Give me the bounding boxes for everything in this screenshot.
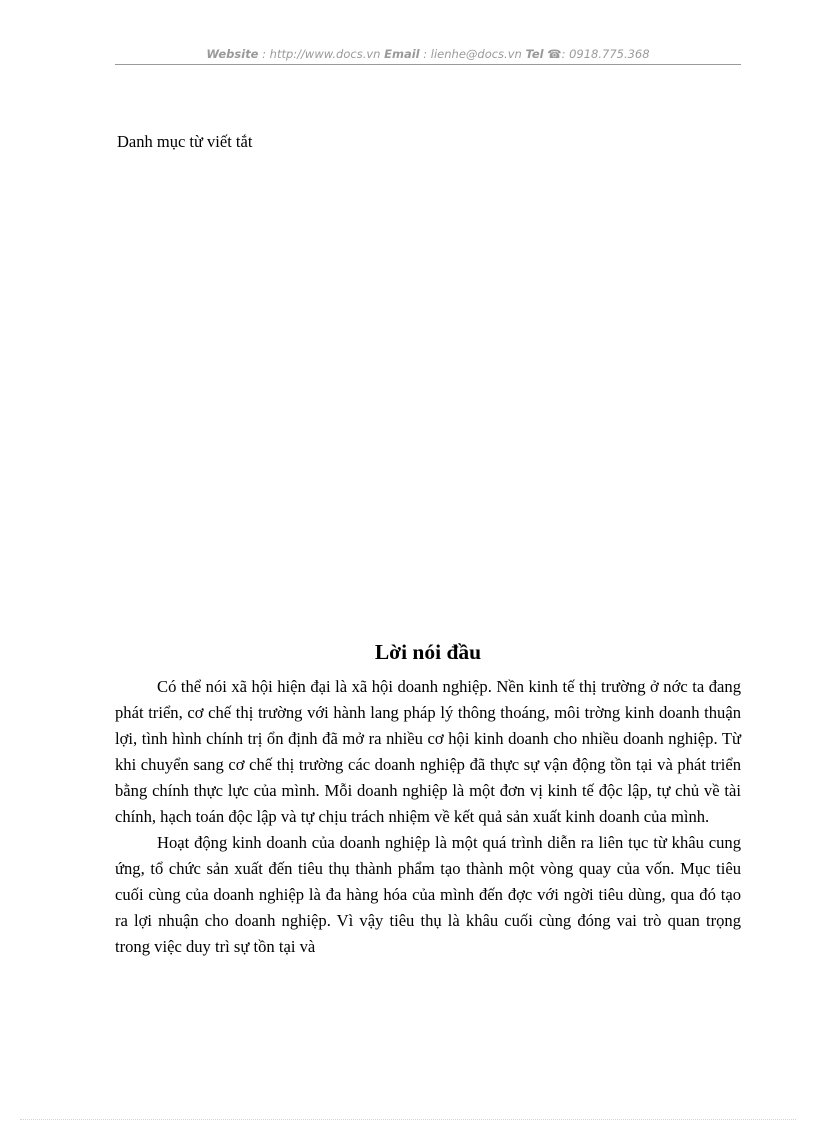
document-body — [115, 674, 741, 960]
footer-divider — [20, 1119, 796, 1120]
page-header — [115, 47, 741, 61]
tel-value: : 0918.775.368 — [561, 47, 650, 61]
abbreviations-heading: Danh mục từ viết tắt — [117, 132, 253, 151]
page-title: Lời nói đầu — [374, 640, 482, 664]
email-label: Email — [384, 47, 420, 61]
tel-label: Tel — [525, 47, 544, 61]
paragraph-intro: Có thể nói xã hội hiện đại là xã hội doanh nghiệp. Nền kinh tế thị trường ở nớc ta đang phát triển, cơ chế thị trường với hành lang pháp lý thông thoáng, môi trờng kinh doanh thuận lợi, tình hình chính trị ổn định đã mở ra nhiều cơ hội kinh doanh cho nhiều doanh nghiệp. Từ khi chuyển sang cơ chế thị trường các doanh nghiệp đã thực sự vận động tồn tại và phát triển bằng chính thực lực của mình. Mỗi doanh nghiệp là một đơn vị kinh tế độc lập, tự chủ về tài chính, hạch toán độc lập và tự chịu trách nhiệm về kết quả sản xuất kinh doanh của mình. — [115, 677, 741, 826]
header-divider — [115, 64, 741, 65]
website-value: : http://www.docs.vn — [262, 47, 381, 61]
paragraph-business-activity: Hoạt động kinh doanh của doanh nghiệp là một quá trình diễn ra liên tục từ khâu cung ứng, tổ chức sản xuất đến tiêu thụ thành phẩm tạo thành một vòng quay của vốn. Mục tiêu cuối cùng của doanh nghiệp là đa hàng hóa của mình đến đợc với ngời tiêu dùng, qua đó tạo ra lợi nhuận cho doanh nghiệp. Vì vậy tiêu thụ là khâu cuối cùng đóng vai trò quan trọng trong việc duy trì sự tồn tại và — [115, 833, 741, 956]
website-label: Website — [206, 47, 259, 61]
email-value: : lienhe@docs.vn — [423, 47, 522, 61]
phone-icon: ☎ — [547, 47, 562, 61]
